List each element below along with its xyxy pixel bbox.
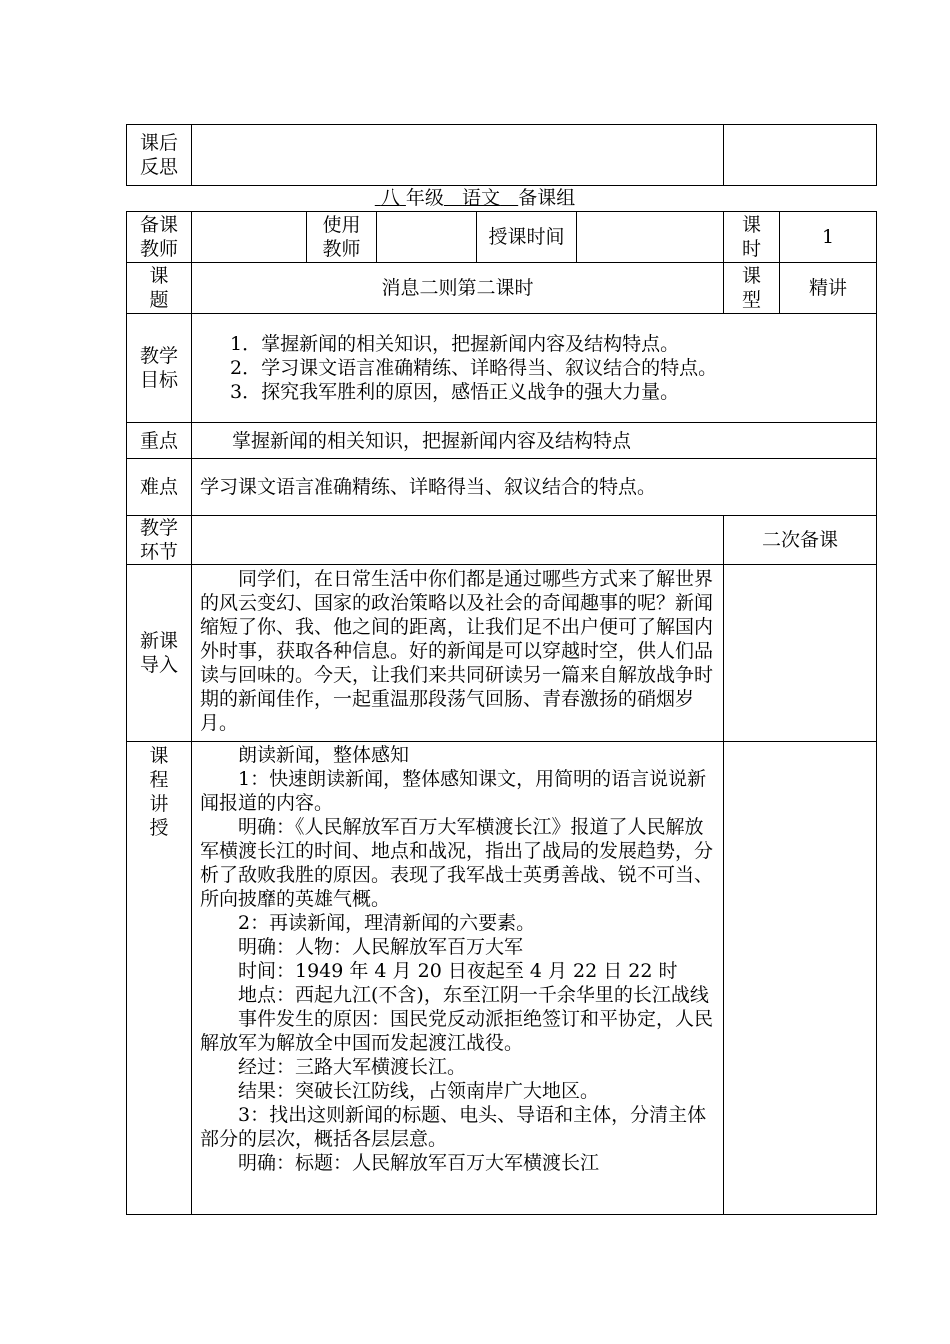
difficulty-label: 难点 xyxy=(127,459,192,516)
reflection-label: 课后反思 xyxy=(127,125,192,186)
lecture-paragraph: 明确：人物：人民解放军百万大军 xyxy=(238,936,524,958)
steps-content xyxy=(192,516,724,565)
lecture-paragraph: 3：找出这则新闻的标题、电头、导语和主体，分清主体部分的层次，概括各层层意。 xyxy=(200,1104,707,1150)
type-label: 课型 xyxy=(724,263,780,314)
user-teacher-value xyxy=(377,212,477,263)
lesson-plan-table xyxy=(126,211,877,1215)
period-value: 1 xyxy=(780,212,877,263)
lecture-paragraph: 1：快速朗读新闻，整体感知课文，用简明的语言说说新闻报道的内容。 xyxy=(200,768,707,814)
group-label: 备课组 xyxy=(518,187,576,209)
lecture-paragraph: 朗读新闻，整体感知 xyxy=(238,744,410,766)
lecture-label: 课程讲授 xyxy=(127,742,192,1215)
user-teacher-label: 使用教师 xyxy=(307,212,377,263)
goals-label: 教学目标 xyxy=(127,314,192,423)
topic-label: 课题 xyxy=(127,263,192,314)
topic-value: 消息二则第二课时 xyxy=(192,263,724,314)
subject-value: 语文 xyxy=(462,187,501,209)
teach-time-value xyxy=(577,212,724,263)
lecture-paragraph: 时间：1949 年 4 月 20 日夜起至 4 月 22 日 22 时 xyxy=(238,960,678,982)
lecture-paragraph: 事件发生的原因：国民党反动派拒绝签订和平协定，人民解放军为解放全中国而发起渡江战役。 xyxy=(200,1008,714,1054)
group-heading xyxy=(0,186,950,210)
difficulty-content: 学习课文语言准确精练、详略得当、叙议结合的特点。 xyxy=(192,459,877,516)
reflection-content xyxy=(192,125,724,186)
prep-teacher-value xyxy=(192,212,307,263)
intro-content xyxy=(192,565,724,742)
grade-label: 年级 xyxy=(405,187,444,209)
key-point-label: 重点 xyxy=(127,423,192,459)
prep-teacher-label: 备课教师 xyxy=(127,212,192,263)
second-prep-label: 二次备课 xyxy=(724,516,877,565)
reflection-notes xyxy=(724,125,877,186)
reflection-table xyxy=(126,124,877,186)
goals-content xyxy=(192,314,877,423)
intro-text: 同学们，在日常生活中你们都是通过哪些方式来了解世界的风云变幻、国家的政治策略以及社会的奇闻趣事的呢？新闻缩短了你、我、他之间的距离，让我们足不出户便可了解国内外时事，获取各种信息。好的新闻是可以穿越时空，供人们品读与回味的。今天，让我们来共同研读另一篇来自解放战争时期的新闻佳作，一起重温那段荡气回肠、青春激扬的硝烟岁月。 xyxy=(200,568,714,734)
lecture-paragraph: 经过：三路大军横渡长江。 xyxy=(238,1056,467,1078)
intro-label: 新课导入 xyxy=(127,565,192,742)
goal-item: 3．探究我军胜利的原因，感悟正义战争的强大力量。 xyxy=(230,381,680,403)
lecture-notes xyxy=(724,742,877,1215)
lecture-content xyxy=(192,742,724,1215)
grade-value: 八 xyxy=(380,187,400,209)
period-label: 课时 xyxy=(724,212,780,263)
goal-item: 1．掌握新闻的相关知识，把握新闻内容及结构特点。 xyxy=(230,333,680,355)
key-point-content: 掌握新闻的相关知识，把握新闻内容及结构特点 xyxy=(192,423,877,459)
goal-item: 2．学习课文语言准确精练、详略得当、叙议结合的特点。 xyxy=(230,357,718,379)
lecture-paragraph: 2：再读新闻，理清新闻的六要素。 xyxy=(238,912,536,934)
lecture-paragraph: 明确：《人民解放军百万大军横渡长江》报道了人民解放军横渡长江的时间、地点和战况，指出了战局的发展趋势，分析了敌败我胜的原因。表现了我军战士英勇善战、锐不可当、所向披靡的英雄气概。 xyxy=(200,816,714,910)
lecture-paragraph: 明确：标题：人民解放军百万大军横渡长江 xyxy=(238,1152,600,1174)
intro-notes xyxy=(724,565,877,742)
teach-time-label: 授课时间 xyxy=(477,212,577,263)
steps-label: 教学环节 xyxy=(127,516,192,565)
type-value: 精讲 xyxy=(780,263,877,314)
lecture-paragraph: 地点：西起九江(不含)，东至江阴一千余华里的长江战线 xyxy=(238,984,709,1006)
lecture-paragraph: 结果：突破长江防线，占领南岸广大地区。 xyxy=(238,1080,600,1102)
